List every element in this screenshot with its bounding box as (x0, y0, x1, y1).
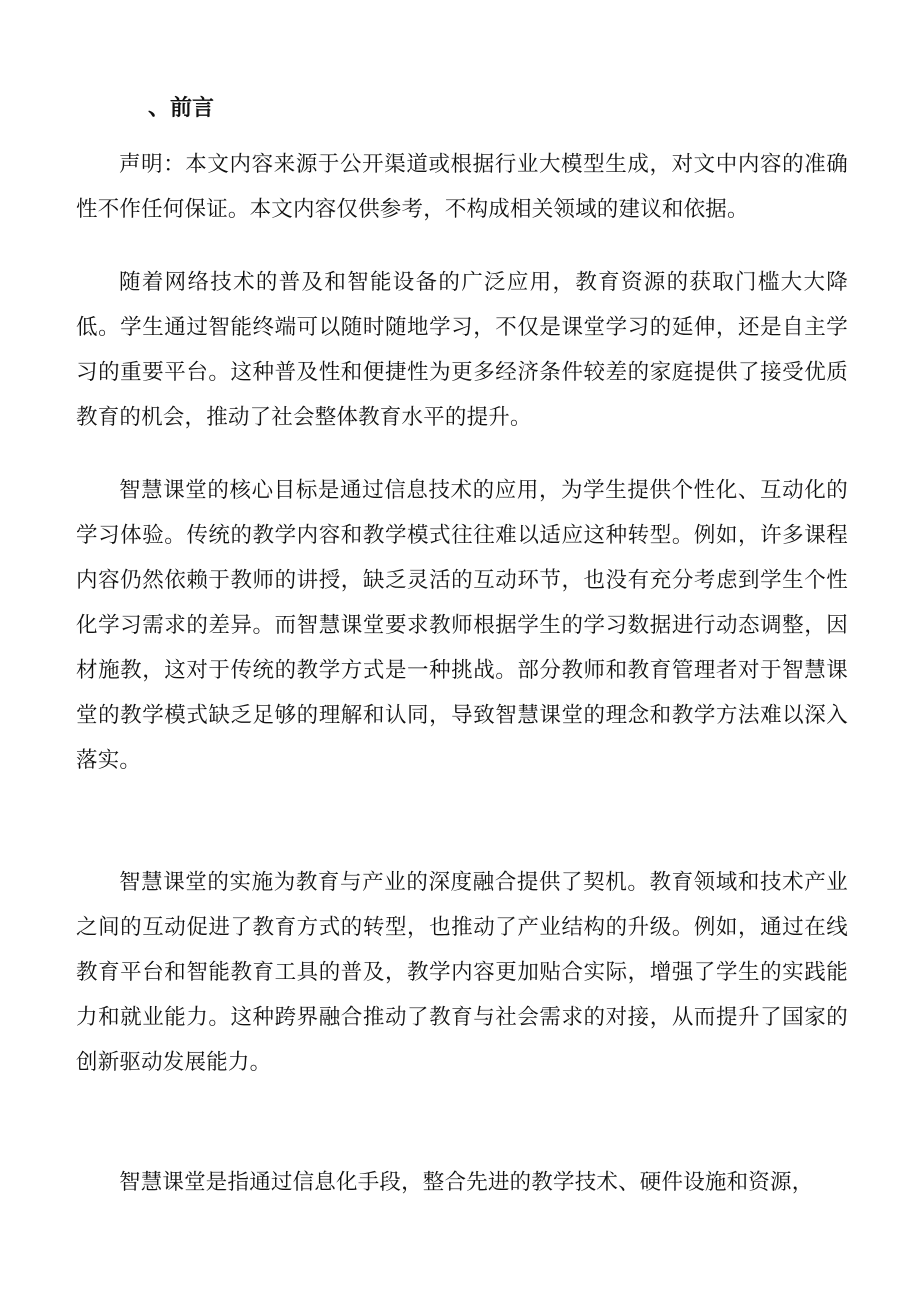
disclaimer-paragraph: 声明：本文内容来源于公开渠道或根据行业大模型生成，对文中内容的准确性不作任何保证。本文内容仅供参考，不构成相关领域的建议和依据。 (76, 152, 848, 222)
body-paragraph: 智慧课堂的实施为教育与产业的深度融合提供了契机。教育领域和技术产业之间的互动促进了教育方式的转型，也推动了产业结构的升级。例如，通过在线教育平台和智能教育工具的普及，教学内容更加贴合实际，增强了学生的实践能力和就业能力。这种跨界融合推动了教育与社会需求的对接，从而提升了国家的创新驱动发展能力。 (76, 870, 848, 1075)
section-heading: 、前言 (148, 95, 215, 121)
body-paragraph: 智慧课堂的核心目标是通过信息技术的应用，为学生提供个性化、互动化的学习体验。传统的教学内容和教学模式往往难以适应这种转型。例如，许多课程内容仍然依赖于教师的讲授，缺乏灵活的互动环节，也没有充分考虑到学生个性化学习需求的差异。而智慧课堂要求教师根据学生的学习数据进行动态调整，因材施教，这对于传统的教学方式是一种挑战。部分教师和教育管理者对于智慧课堂的教学模式缺乏足够的理解和认同，导致智慧课堂的理念和教学方法难以深入落实。 (76, 478, 848, 773)
body-paragraph: 智慧课堂是指通过信息化手段，整合先进的教学技术、硬件设施和资源， (119, 1170, 814, 1195)
body-paragraph: 随着网络技术的普及和智能设备的广泛应用，教育资源的获取门槛大大降低。学生通过智能终端可以随时随地学习，不仅是课堂学习的延伸，还是自主学习的重要平台。这种普及性和便捷性为更多经济条件较差的家庭提供了接受优质教育的机会，推动了社会整体教育水平的提升。 (76, 270, 848, 430)
